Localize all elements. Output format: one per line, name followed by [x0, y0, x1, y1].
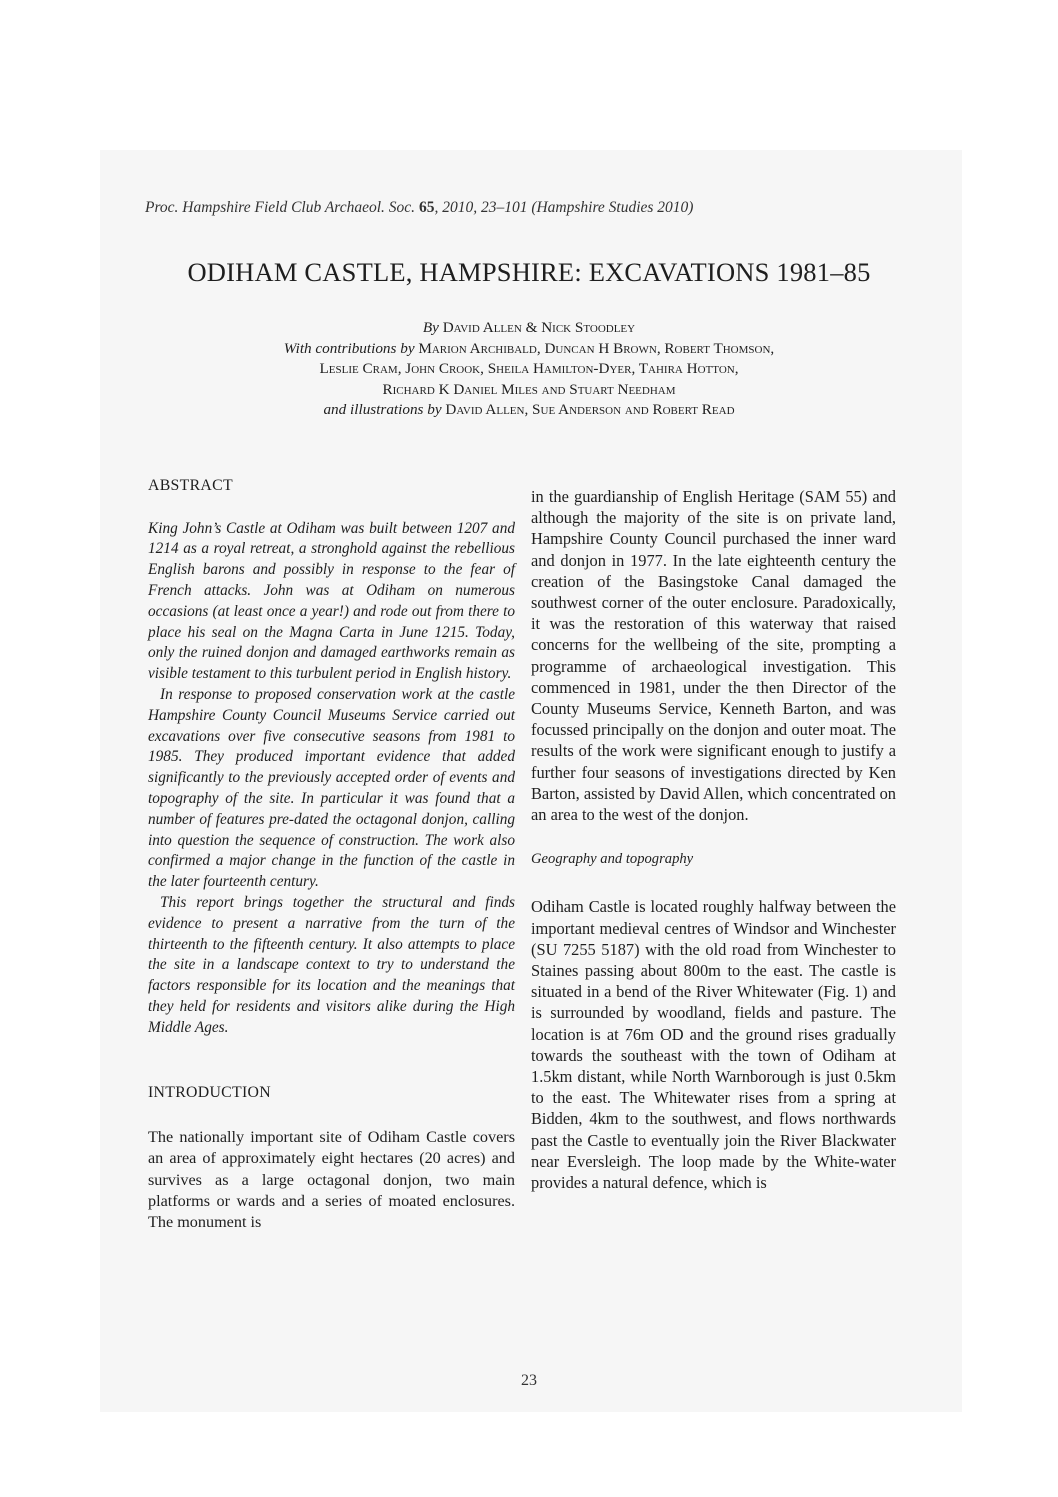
abstract-paragraph: King John’s Castle at Odiham was built between 1207 and 1214 as a royal retreat, a stronghold against the rebellious English barons and possibly in response to the fear of French attacks. John was at Odiham on numerous occasions (at least once a year!) and rode out from there to place his seal on the Magna Carta in June 1215. Today, only the ruined donjon and damaged earthworks remain as visible testament to this turbulent period in English history.: [148, 519, 515, 683]
abstract-body: [148, 519, 515, 1039]
introduction-heading: INTRODUCTION: [148, 1083, 271, 1101]
abstract-paragraph: This report brings together the structural and finds evidence to present a narrative from the turn of the thirteenth to the fifteenth century. It also attempts to place the site in a landscape context to try to understand the factors responsible for its location and the meanings that they held for residents and visitors alike during the High Middle Ages.: [148, 893, 515, 1036]
contributors-line-1: With contributions by Marion Archibald, Duncan H Brown, Robert Thomson,: [283, 339, 775, 357]
abstract-paragraph: In response to proposed conservation work at the castle Hampshire County Council Museums Service carried out excavations over five consecutive seasons from 1981 to 1985. They produced important evidence that added significantly to the previously accepted order of events and topography of the site. In particular it was found that a number of features pre-dated the octagonal donjon, calling into question the sequence of construction. The work also confirmed a major change in the function of the castle in the later fourteenth century.: [148, 685, 515, 891]
byline: [0, 318, 1058, 421]
contributors-line-3: Richard K Daniel Miles and Stuart Needham: [382, 380, 676, 398]
abstract-heading: ABSTRACT: [148, 477, 233, 494]
introduction-paragraph: The nationally important site of Odiham Castle covers an area of approximately eight hectares (20 acres) and survives as a large octagonal donjon, two main platforms or wards and a series of moated enclosures. The monument is: [148, 1128, 515, 1231]
contributors-line-2: Leslie Cram, John Crook, Sheila Hamilton-Dyer, Tahira Hotton,: [319, 360, 739, 377]
illustrators-line: and illustrations by David Allen, Sue Anderson and Robert Read: [323, 401, 735, 418]
authors: David Allen & Nick Stoodley: [442, 319, 636, 336]
introduction-continued: in the guardianship of English Heritage (SAM 55) and although the majority of the site is on private land, Hampshire County Council purchased the inner ward and donjon in 1977. In the late eighteenth century the creation of the Basingstoke Canal damaged the southwest corner of the outer enclosure. Paradoxically, it was the restoration of this waterway that raised concerns for the wellbeing of the site, prompting a programme of archaeological investigation. This commenced in 1981, under the then Director of the County Museums Service, Kenneth Barton, and was focussed principally on the donjon and outer moat. The results of the work were significant enough to justify a further four seasons of investigations directed by Ken Barton, assisted by David Allen, which concentrated on an area to the west of the donjon.: [531, 487, 896, 825]
left-column: [148, 476, 515, 1233]
volume-number: 65: [418, 199, 435, 216]
page-number: 23: [521, 1372, 537, 1389]
right-column: [531, 486, 896, 1193]
authors-line: By David Allen & Nick Stoodley: [422, 319, 636, 336]
geography-subheading: Geography and topography: [531, 851, 694, 868]
running-head: Proc. Hampshire Field Club Archaeol. Soc. 65, 2010, 23–101 (Hampshire Studies 2010): [145, 199, 694, 216]
article-title: ODIHAM CASTLE, HAMPSHIRE: EXCAVATIONS 1981–85: [187, 257, 871, 287]
geography-paragraph: Odiham Castle is located roughly halfway between the important medieval centres of Windsor and Winchester (SU 7255 5187) with the old road from Winchester to Staines passing about 800m to the east. The castle is situated in a bend of the River Whitewater (Fig. 1) and is surrounded by woodland, fields and pasture. The location is at 76m OD and the ground rises gradually towards the southeast with the town of Odiham at 1.5km distant, while North Warnborough is just 0.5km to the east. The Whitewater rises from a spring at Bidden, 4km to the southwest, and flows northwards past the Castle to eventually join the River Blackwater near Eversleigh. The loop made by the White-water provides a natural defence, which is: [531, 897, 896, 1193]
